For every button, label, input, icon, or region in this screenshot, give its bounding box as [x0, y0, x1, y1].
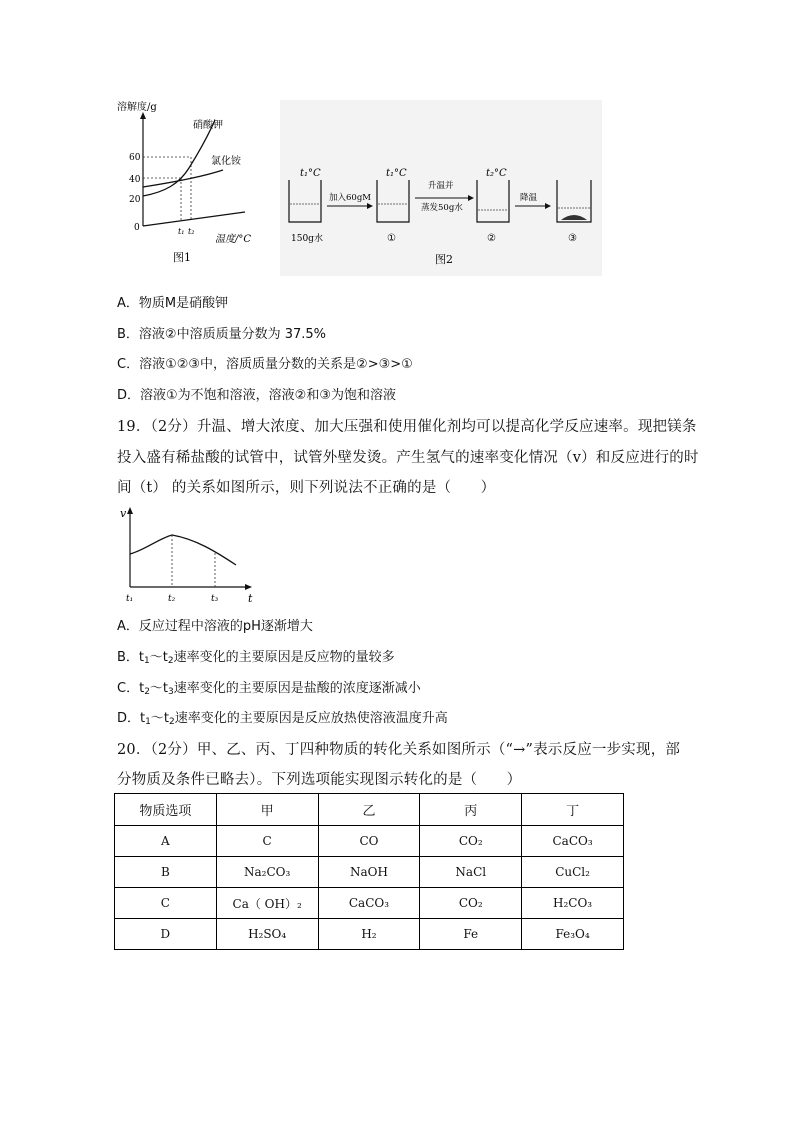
fig1-xlabel: 温度/°C	[215, 234, 252, 245]
q19-option-d-letter: D．	[117, 711, 141, 726]
table-header-row	[115, 794, 624, 826]
q19-option-a-letter: A．	[117, 619, 139, 634]
table-cell: D	[115, 919, 217, 950]
table-cell: CO₂	[420, 888, 522, 919]
table-row	[115, 857, 624, 888]
solubility-figures	[115, 98, 605, 278]
q20-stem-line1: 20．（2分）甲、乙、丙、丁四种物质的转化关系如图所示（“→”表示反应一步实现，部	[117, 742, 681, 758]
fig1-t1: t₁	[178, 227, 185, 236]
fig1-ytick-20: 20	[129, 195, 141, 205]
q19-option-c-letter: C．	[117, 681, 140, 696]
q19-option-a	[117, 615, 313, 634]
table-cell: Ca（ OH）₂	[216, 888, 318, 919]
beaker0-temp: t₁°C	[300, 168, 321, 179]
table-cell: B	[115, 857, 217, 888]
table-cell: CO₂	[420, 826, 522, 857]
q19-stem-line2: 投入盛有稀盐酸的试管中，试管外壁发烫。产生氢气的速率变化情况（v）和反应进行的时	[117, 450, 699, 466]
rate-y-arrow	[127, 507, 133, 514]
table-cell: Fe	[420, 919, 522, 950]
fig1-ytick-60: 60	[129, 153, 141, 163]
q19-option-b-sub-b: 2	[167, 656, 174, 666]
q19-option-c: C．$t_2\sim t_3$速率变化的主要原因是盐酸的浓度逐渐减小	[117, 681, 421, 697]
table-cell: A	[115, 826, 217, 857]
q19-option-d-text: 速率变化的主要原因是反应放热使溶液温度升高	[174, 711, 448, 726]
fig1-caption: 图1	[173, 251, 191, 264]
table-cell: H₂	[318, 919, 420, 950]
fig1-origin: 0	[134, 223, 140, 233]
fig1-t2: t₂	[188, 227, 195, 236]
fig1-curve-a-label: 硝酸钾	[193, 120, 223, 131]
table-cell: NaCl	[420, 857, 522, 888]
q18-option-a: A．物质M是硝酸钾	[117, 296, 229, 311]
q19-option-c-sub-a: 2	[144, 687, 150, 697]
rate-time-graph	[120, 505, 260, 605]
table-header-cell: 乙	[318, 794, 420, 826]
beaker2-label: ②	[487, 233, 496, 244]
table-cell: CaCO₃	[318, 888, 420, 919]
arrow2-label-1: 升温并	[428, 181, 454, 191]
table-row	[115, 888, 624, 919]
table-cell: H₂CO₃	[522, 888, 624, 919]
q18-option-c: C．溶液①②③中，溶质质量分数的关系是②>③>①	[117, 357, 413, 372]
arrow3-label: 降温	[520, 193, 538, 203]
q19-option-b-letter: B．	[117, 650, 139, 665]
beaker0-label: 150g水	[291, 234, 323, 244]
rate-curve	[130, 535, 236, 565]
q19-option-d-sub-b: 2	[168, 717, 175, 727]
arrow2-label-2: 蒸发50g水	[421, 203, 463, 213]
table-row	[115, 826, 624, 857]
beaker3-label: ③	[568, 233, 577, 244]
fig1-ylabel: 溶解度/g	[117, 102, 157, 113]
rate-t-label: t	[248, 592, 253, 605]
fig2-caption: 图2	[435, 253, 453, 266]
q19-option-b: B．$t_1\sim t_2$速率变化的主要原因是反应物的量较多	[117, 650, 395, 666]
table-header-cell: 甲	[216, 794, 318, 826]
beaker1-temp: t₁°C	[386, 168, 407, 179]
rate-t3: t₃	[211, 594, 219, 604]
q19-option-c-text: 速率变化的主要原因是盐酸的浓度逐渐减小	[173, 681, 421, 696]
table-cell: C	[216, 826, 318, 857]
table-row	[115, 919, 624, 950]
beaker2-temp: t₂°C	[486, 168, 507, 179]
q19-option-a-text: 反应过程中溶液的pH逐渐增大	[138, 619, 313, 634]
q19-stem-line3: 间（t） 的关系如图所示，则下列说法不正确的是（ ）	[117, 480, 496, 496]
q18-option-d: D．溶液①为不饱和溶液，溶液②和③为饱和溶液	[117, 388, 396, 403]
rate-t1: t₁	[126, 594, 134, 604]
table-header-cell: 物质选项	[115, 794, 217, 826]
table-cell: C	[115, 888, 217, 919]
q19-option-b-sub-a: 1	[144, 656, 150, 666]
q18-option-b: B．溶液②中溶质质量分数为 37.5%	[117, 327, 327, 342]
rate-v-label: v	[120, 507, 127, 520]
table-header-cell: 丙	[420, 794, 522, 826]
q19-option-c-sub-b: 3	[168, 687, 174, 697]
table-cell: Fe₃O₄	[522, 919, 624, 950]
beaker1-label: ①	[387, 233, 396, 244]
table-cell: H₂SO₄	[216, 919, 318, 950]
q19-option-b-text: 速率变化的主要原因是反应物的量较多	[173, 650, 395, 665]
q19-stem-line1: 19．（2分）升温、增大浓度、加大压强和使用催化剂均可以提高化学反应速率。现把镁条	[117, 419, 697, 435]
arrow1-label: 加入60gM	[329, 193, 371, 203]
table-cell: Na₂CO₃	[216, 857, 318, 888]
q19-option-d: D．$t_1\sim t_2$速率变化的主要原因是反应放热使溶液温度升高	[117, 711, 448, 727]
table-cell: NaOH	[318, 857, 420, 888]
rate-t2: t₂	[168, 594, 176, 604]
fig1-ytick-40: 40	[129, 175, 141, 185]
table-cell: CO	[318, 826, 420, 857]
q20-stem-line2: 分物质及条件已略去）。下列选项能实现图示转化的是（ ）	[117, 772, 522, 788]
q19-option-d-sub-a: 1	[145, 717, 151, 727]
table-header-cell: 丁	[522, 794, 624, 826]
fig1-curve-b-label: 氯化铵	[211, 156, 241, 167]
table-cell: CuCl₂	[522, 857, 624, 888]
table-cell: CaCO₃	[522, 826, 624, 857]
rate-x-arrow	[245, 584, 252, 590]
substance-options-table	[114, 793, 624, 950]
